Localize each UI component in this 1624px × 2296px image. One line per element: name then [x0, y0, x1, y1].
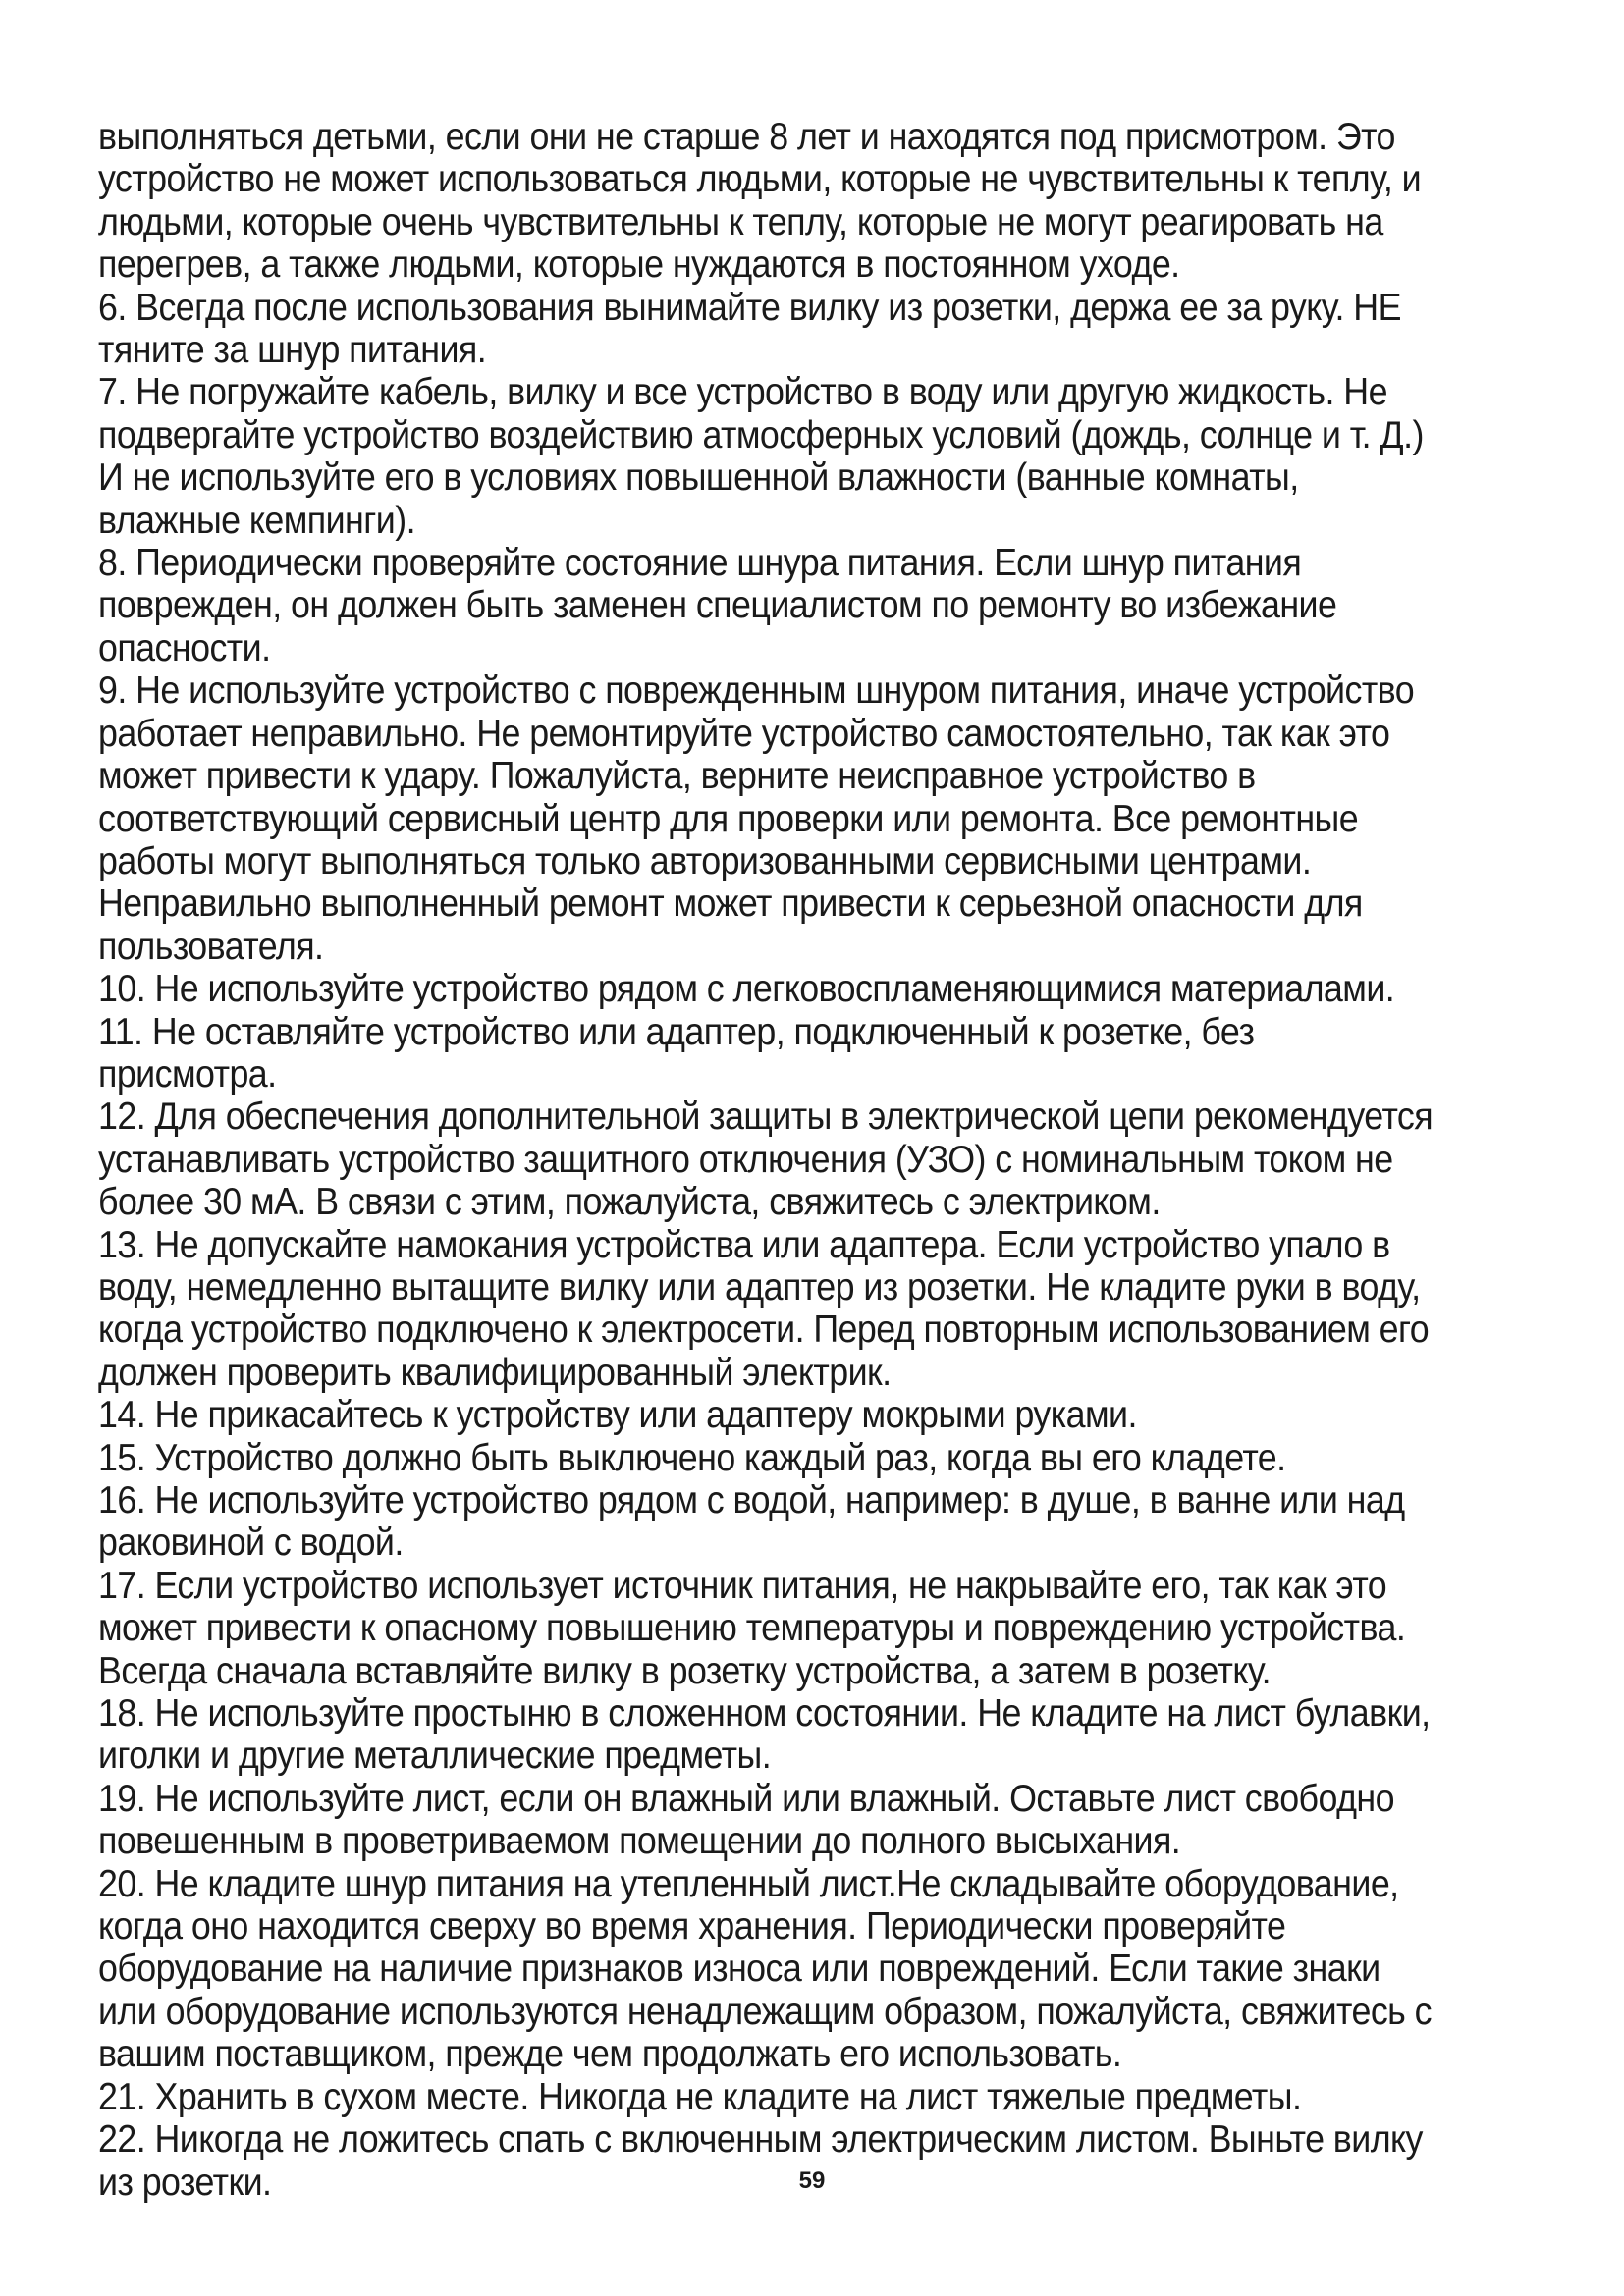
paragraph-continuation: выполняться детьми, если они не старше 8 лет и находятся под присмотром. Это устройство не может использоваться людьми, которые не чувствительны к теплу, и людьми, которые очень чувствительны к теплу, которые не могут реагировать на перегрев, а также людьми, которые нуждаются в постоянном уходе.	[98, 116, 1422, 287]
paragraph-item-12: 12. Для обеспечения дополнительной защиты в электрической цепи рекомендуется устанавливать устройство защитного отключения (УЗО) с номинальным током не более 30 мА. В связи с этим, пожалуйста, свяжитесь с электриком.	[98, 1095, 1434, 1224]
paragraph-item-11: 11. Не оставляйте устройство или адаптер, подключенный к розетке, без присмотра.	[98, 1010, 1255, 1095]
paragraph-item-10: 10. Не используйте устройство рядом с легковоспламеняющимися материалами.	[98, 968, 1395, 1011]
paragraph-item-22: 22. Никогда не ложитесь спать с включенным электрическим листом. Выньте вилку из розетки.	[98, 2118, 1423, 2204]
document-body	[98, 116, 1440, 2204]
paragraph-item-16: 16. Не используйте устройство рядом с водой, например: в душе, в ванне или над раковиной с водой.	[98, 1479, 1405, 1565]
paragraph-item-7: 7. Не погружайте кабель, вилку и все устройство в воду или другую жидкость. Не подвергайте устройство воздействию атмосферных условий (дождь, солнце и т. Д.) И не используйте его в условиях повышенной влажности (ванные комнаты, влажные кемпинги).	[98, 371, 1424, 542]
paragraph-item-19: 19. Не используйте лист, если он влажный или влажный. Оставьте лист свободно повешенным в проветриваемом помещении до полного высыхания.	[98, 1777, 1394, 1863]
paragraph-item-8: 8. Периодически проверяйте состояние шнура питания. Если шнур питания поврежден, он должен быть заменен специалистом по ремонту во избежание опасности.	[98, 542, 1337, 669]
paragraph-item-15: 15. Устройство должно быть выключено каждый раз, когда вы его кладете.	[98, 1436, 1286, 1479]
page-number: 59	[798, 2167, 826, 2194]
paragraph-item-9: 9. Не используйте устройство с поврежденным шнуром питания, иначе устройство работает неправильно. Не ремонтируйте устройство самостоятельно, так как это может привести к удару. Пожалуйста, верните неисправное устройство в соответствующий сервисный центр для проверки или ремонта. Все ремонтные работы могут выполняться только авторизованными сервисными центрами. Неправильно выполненный ремонт может привести к серьезной опасности для пользователя.	[98, 669, 1415, 968]
paragraph-item-13: 13. Не допускайте намокания устройства или адаптера. Если устройство упало в воду, немедленно вытащите вилку или адаптер из розетки. Не кладите руки в воду, когда устройство подключено к электросети. Перед повторным использованием его должен проверить квалифицированный электрик.	[98, 1223, 1430, 1394]
paragraph-item-17: 17. Если устройство использует источник питания, не накрывайте его, так как это может привести к опасному повышению температуры и повреждению устройства. Всегда сначала вставляйте вилку в розетку устройства, а затем в розетку.	[98, 1564, 1406, 1692]
paragraph-item-20: 20. Не кладите шнур питания на утепленный лист.Не складывайте оборудование, когда оно находится сверху во время хранения. Периодически проверяйте оборудование на наличие признаков износа или повреждений. Если такие знаки или оборудование используются ненадлежащим образом, пожалуйста, свяжитесь с вашим поставщиком, прежде чем продолжать его использовать.	[98, 1862, 1433, 2076]
paragraph-item-18: 18. Не используйте простыню в сложенном состоянии. Не кладите на лист булавки, иголки и другие металлические предметы.	[98, 1692, 1431, 1778]
paragraph-item-14: 14. Не прикасайтесь к устройству или адаптеру мокрыми руками.	[98, 1394, 1137, 1437]
paragraph-item-6: 6. Всегда после использования вынимайте вилку из розетки, держа ее за руку. НЕ тяните за шнур питания.	[98, 286, 1401, 372]
paragraph-item-21: 21. Хранить в сухом месте. Никогда не кладите на лист тяжелые предметы.	[98, 2075, 1302, 2118]
